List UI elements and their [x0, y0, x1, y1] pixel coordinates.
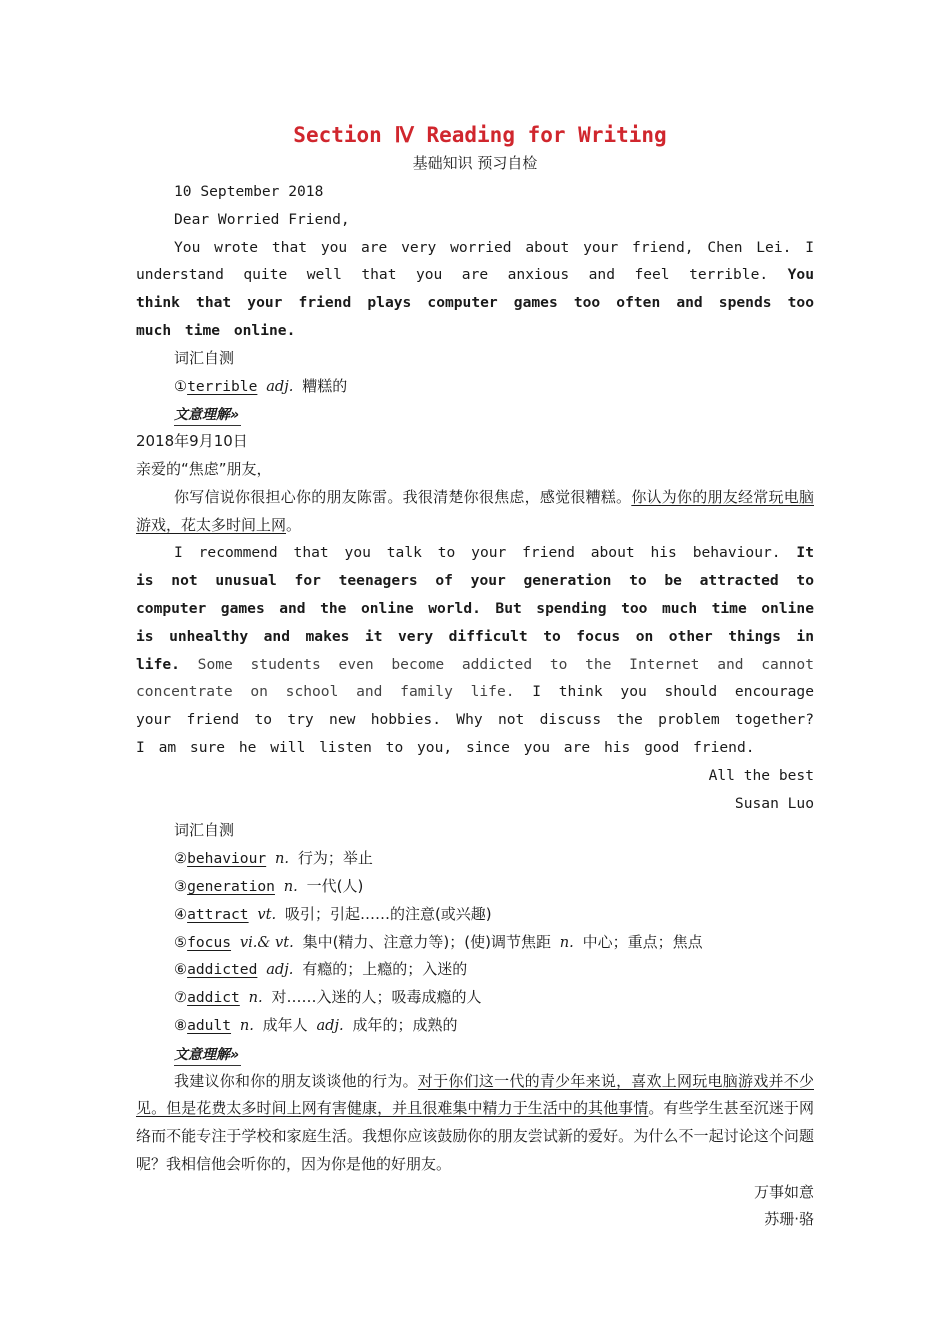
vocab-meaning: 糟糕的	[302, 376, 348, 395]
vocab-item: ②behaviour n. 行为；举止	[174, 849, 373, 868]
cn-paragraph-1: 你写信说你很担心你的朋友陈雷。我很清楚你很焦虑，感觉很糟糕。你认为你的朋友经常玩电脑游戏，花太多时间上网。	[136, 487, 814, 534]
paragraph-key-sentence: You think that your friend plays computer games too often and spends too much time online.	[136, 266, 814, 339]
vocab-pos: adj.	[266, 377, 294, 395]
vocab-item: ③generation n. 一代(人)	[174, 876, 364, 895]
letter-greeting: Dear Worried Friend,	[174, 210, 350, 228]
understanding-label: 文意理解»	[174, 405, 241, 426]
vocab-heading: 词汇自测	[174, 348, 235, 367]
section-subtitle: 基础知识 预习自检	[412, 154, 538, 172]
cn-closing: 万事如意	[753, 1182, 814, 1201]
letter-paragraph-2: I recommend that you talk to your friend about his behaviour. It is not unusual for teenagers of your generation to be attracted to computer games and the online world. But spending too much time online is unhealthy and makes it very difficult to focus on other things in life. Some students even become addicted to the Internet and cannot concentrate on school and family life. I think you should encourage your friend to try new hobbies. Why not discuss the problem together? I am sure he will listen to you, since you are his good friend.	[136, 544, 814, 756]
cn-date: 2018年9月10日	[136, 432, 248, 451]
vocab-item: ①terrible adj. 糟糕的	[174, 376, 348, 395]
cn-greeting: 亲爱的“焦虑”朋友，	[136, 459, 272, 478]
vocab-heading: 词汇自测	[174, 821, 235, 840]
letter-paragraph-1	[136, 234, 814, 345]
vocab-item: ⑤focus vi.& vt. 集中(精力、注意力等)；(使)调节焦距 n. 中心；重点；焦点	[174, 932, 703, 951]
letter-date: 10 September 2018	[174, 183, 324, 200]
cn-underlined-sentence: 你认为你的朋友经常玩电脑游戏，花太多时间上网	[136, 487, 814, 534]
vocab-item: ⑦addict n. 对……入迷的人；吸毒成瘾的人	[174, 988, 482, 1007]
cn-paragraph-2: 我建议你和你的朋友谈谈他的行为。对于你们这一代的青少年来说，喜欢上网玩电脑游戏并不少见。但是花费太多时间上网有害健康，并且很难集中精力于生活中的其他事情。有些学生甚至沉迷于网络而不能专注于学校和家庭生活。我想你应该鼓励你的朋友尝试新的爱好。为什么不一起讨论这个问题呢？我相信他会听你的，因为你是他的好朋友。	[136, 1071, 814, 1173]
section-title: Section Ⅳ Reading for Writing	[293, 123, 667, 147]
cn-underlined-sentence: 对于你们这一代的青少年来说，喜欢上网玩电脑游戏并不少见。但是花费太多时间上网有害健康，并且很难集中精力于生活中的其他事情	[136, 1071, 814, 1118]
vocab-item: ⑧adult n. 成年人 adj. 成年的；成熟的	[174, 1015, 458, 1034]
letter-signature: Susan Luo	[734, 794, 814, 812]
understanding-label: 文意理解»	[174, 1045, 241, 1066]
vocab-item: ⑥addicted adj. 有瘾的；上瘾的；入迷的	[174, 960, 468, 979]
paragraph-plain-text: You wrote that you are very worried about your friend, Chen Lei. I understand quite well that you are anxious and feel terrible.	[136, 238, 814, 284]
paragraph-key-sentence: It is not unusual for teenagers of your generation to be attracted to computer games and the online world. But spending too much time online is unhealthy and makes it very difficult to focus on other things in life.	[136, 544, 814, 673]
letter-closing: All the best	[708, 766, 814, 784]
cn-signature: 苏珊·骆	[764, 1210, 814, 1229]
vocab-word: terrible	[187, 377, 258, 395]
document-page	[136, 120, 814, 1234]
vocab-item: ④attract vt. 吸引；引起……的注意(或兴趣)	[174, 904, 492, 923]
